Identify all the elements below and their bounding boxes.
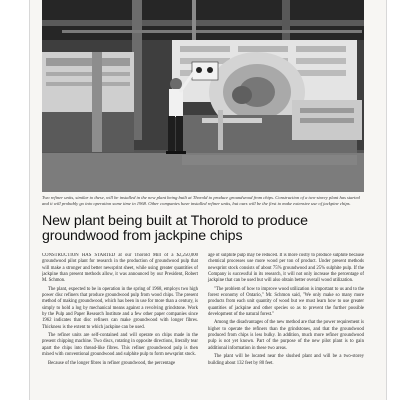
paragraph: "The problem of how to improve wood utilization is important to us and to the forest economy of Ontario," Mr. Schmon said, "We only make so many more products from each unit quantity of wood but we must learn how to use greater quantities of jackpine and other species so as to prevent the further possible development of the natural forest." (208, 286, 364, 318)
refiner-plant-photo (42, 0, 364, 192)
article-headline: New plant being built at Thorold to produce groundwood from jackpine chips (42, 213, 308, 244)
photo-illustration (42, 0, 364, 192)
right-column (208, 253, 364, 398)
paragraph: age of sulphite pulp may be reduced. It is more costly to produce sulphite because chemical processes use more wood per ton of product. Under present methods newsprint stock consists of about 75% groundwood and 25% sulphite pulp. If the Company is successful in its research, it will not only increase the percentage of jackpine that can be used but will also obtain better overall wood utilization. (208, 253, 364, 284)
paragraph: The plant will be located near the slushed plant and will be a two-storey building about 132 feet by 80 feet. (208, 354, 364, 366)
paragraph: The refiner units are self-contained and will operate on chips made in the present chipping machine. Two discs, rotating in opposite directions, literally tear apart the chips into thread-like fibres. This refiner groundwood pulp is then mixed with conventional groundwood and sulphite pulp to form newsprint stock. (42, 333, 198, 358)
left-column (42, 253, 198, 398)
article-body (42, 253, 364, 398)
paragraph: Because of the longer fibres in refiner groundwood, the percentage (48, 360, 176, 366)
photo-caption: Two refiner units, similar to these, will be installed in the new plant being built at Thorold to produce groundwood from chips. Construction of a two-storey plant has started and it will probably go into operation some time in 1968. Other companies have installed refiner units, but ours will be the first to make extensive use of jackpine chips. (42, 195, 360, 206)
paragraph: The plant, expected to be in operation in the spring of 1968, employs two high power disc refiners that produce groundwood pulp from wood chips. The present method of making groundwood, which has been in use for more than a century, is simply to hold a log by mechanical means against a revolving grindstone. Work by the Pulp and Paper Research Institute and a few other paper companies since 1962 indicates that disc refiners can make groundwood with longer fibres. Thickness is the extent to which jackpine can be used. (42, 286, 198, 330)
paragraph: CONSTRUCTION HAS STARTED at our Thorold Mill of a $2,250,000 groundwood pilot plant for research in the production of groundwood pulp that will make a stronger and better newsprint sheet, while using greater quantities of jackpine than present methods allow, it was announced by our President, Robert M. Schmon. (42, 253, 198, 284)
magazine-page (30, 0, 386, 400)
paragraph: Among the disadvantages of the new method are that the power requirement is higher to operate the refiners than the grindstones, and that the groundwood produced from chips is less bulky. In addition, much more refiner groundwood pulp is not yet known. Part of the purpose of the new pilot plant is to gain additional information in these two areas. (208, 320, 364, 351)
